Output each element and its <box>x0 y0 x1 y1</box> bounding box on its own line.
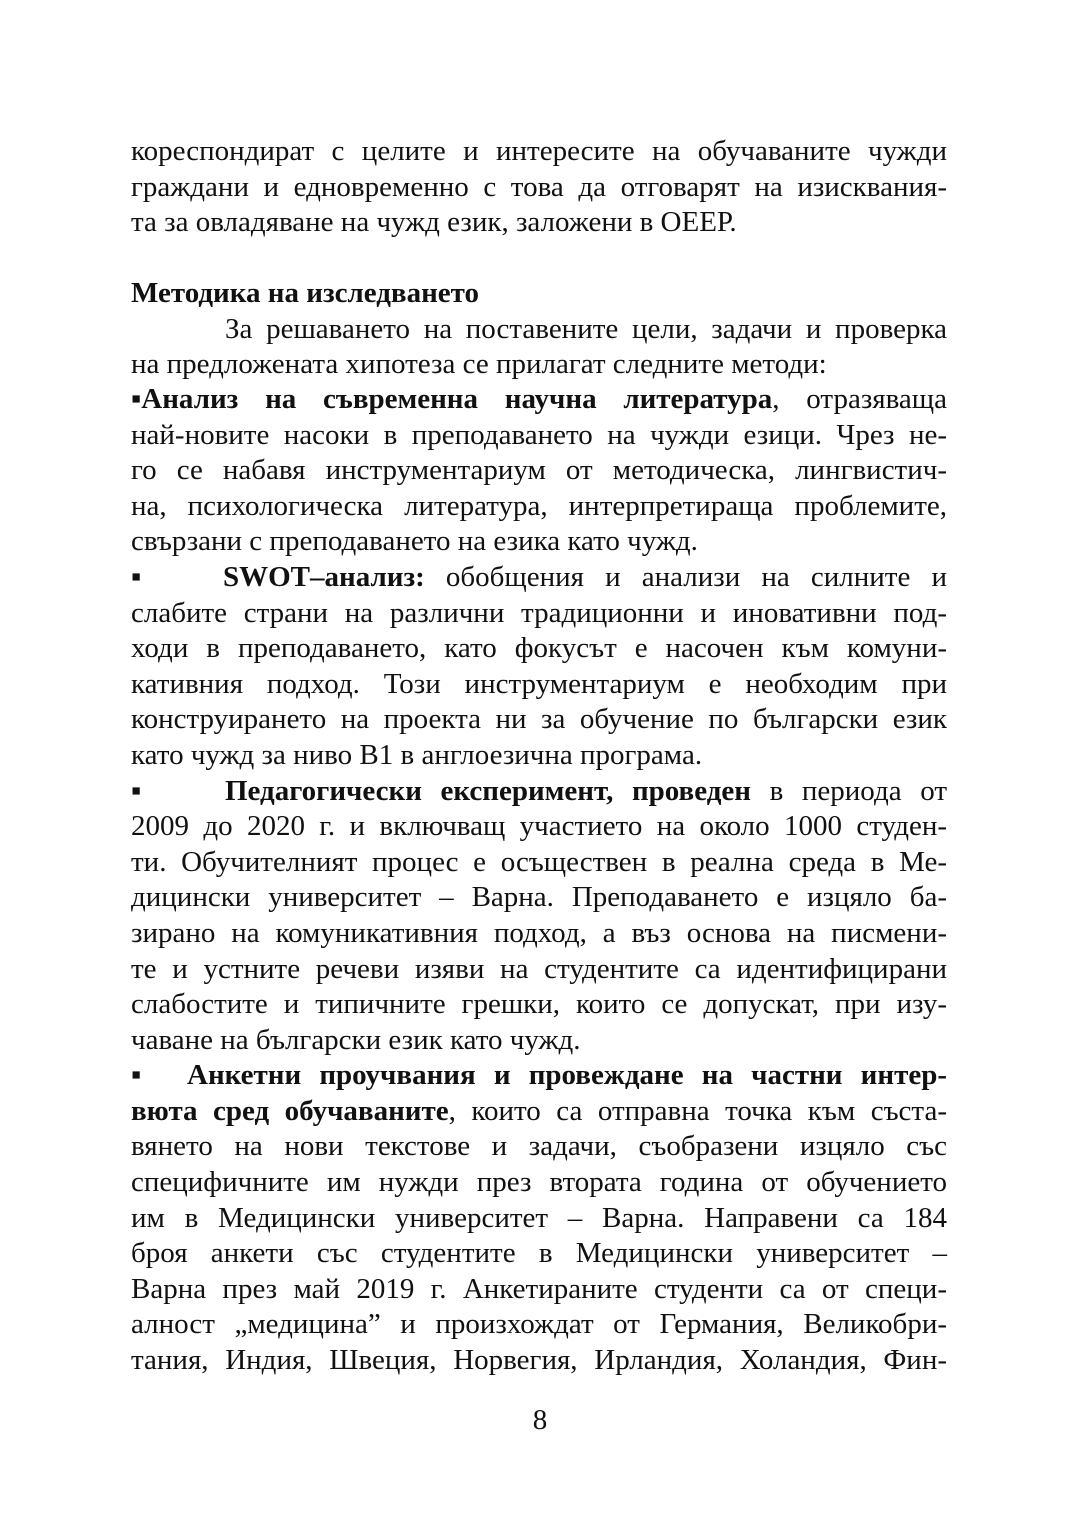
text-line: дицински университет – Варна. Преподаването е изцяло ба- <box>131 881 947 914</box>
text-line: зирано на комуникативния подход, а въз основа на писмени- <box>131 916 947 949</box>
text-line <box>131 382 947 418</box>
method-item-pedagogical-experiment <box>131 774 947 1059</box>
text-line: ходи в преподаването, като фокусът е насочен към комуни- <box>131 632 947 665</box>
method-text: в периода от <box>750 774 948 807</box>
text-line: те и устните речеви изяви на студентите са идентифицирани <box>131 952 947 985</box>
method-item-swot-analysis <box>131 560 947 774</box>
method-title: SWOT–анализ: <box>223 560 425 593</box>
bullet-icon: ▪ <box>131 383 142 415</box>
text-line <box>131 1094 947 1130</box>
text-line: слабите страни на различни традиционни и иновативни под- <box>131 596 947 629</box>
text-line: конструирането на проекта ни за обучение по български език <box>131 703 947 736</box>
text-line: на предложената хипотеза се прилагат следните методи: <box>131 348 827 381</box>
text-line: чаване на български език като чужд. <box>131 1023 581 1056</box>
text-line: на, психологическа литература, интерпретираща проблемите, <box>131 489 947 522</box>
page-number: 8 <box>532 1404 548 1436</box>
method-title: Анализ на съвременна научна литература <box>141 383 773 415</box>
bullet-icon: ▪ <box>131 1059 142 1092</box>
text-line: Варна през май 2019 г. Анкетираните студенти са от специ- <box>131 1272 947 1305</box>
text-line: граждани и едновременно с това да отговарят на изисквания- <box>131 170 947 203</box>
text-line: най-новите насоки в преподаването на чужди езици. Чрез не- <box>131 418 947 451</box>
method-text: , отразяваща <box>772 383 947 415</box>
text-line <box>131 774 947 810</box>
method-item-literature-analysis <box>131 382 947 560</box>
text-line: броя анкети със студентите в Медицински университет – <box>131 1237 947 1270</box>
method-text: , които са отправна точка към съста- <box>448 1094 947 1127</box>
bullet-icon: ▪ <box>131 560 142 593</box>
text-line: специфичните им нужди през втората година от обучението <box>131 1166 947 1199</box>
method-text: обобщения и анализи на силните и <box>424 560 947 593</box>
text-line: ти. Обучителният процес е осъществен в реална среда в Ме- <box>131 845 947 878</box>
text-line: тания, Индия, Швеция, Норвегия, Ирландия, Холандия, Фин- <box>131 1344 947 1377</box>
text-line <box>131 1058 947 1094</box>
text-line: вянето на нови текстове и задачи, съобразени изцяло със <box>131 1130 947 1163</box>
text-line: кативния подход. Този инструментариум е необходим при <box>131 667 947 700</box>
method-title: Педагогически експеримент, проведен <box>225 774 751 807</box>
section-heading: Методика на изследването <box>131 277 480 309</box>
text-line: като чужд за ниво В1 в англоезична програма. <box>131 738 703 771</box>
intro-paragraph <box>131 134 947 241</box>
text-line: го се набавя инструментариум от методическа, лингвистич- <box>131 454 947 487</box>
text-line: кореспондират с целите и интересите на обучаваните чужди <box>131 135 947 167</box>
method-item-surveys-interviews <box>131 1058 947 1378</box>
methods-list <box>131 382 947 1379</box>
text-line: свързани с преподаването на езика като чужд. <box>131 525 698 558</box>
method-title: вюта сред обучаваните <box>131 1094 449 1127</box>
text-line: За решаването на поставените цели, задачи и проверка <box>225 312 947 345</box>
text-line: им в Медицински университет – Варна. Направени са 184 <box>131 1201 947 1234</box>
text-line: алност „медицина” и произхождат от Германия, Великобри- <box>131 1308 947 1341</box>
text-line <box>131 560 947 596</box>
text-line: 2009 до 2020 г. и включващ участието на около 1000 студен- <box>131 810 947 843</box>
bullet-icon: ▪ <box>131 774 142 807</box>
text-line: слабостите и типичните грешки, които се допускат, при изу- <box>131 988 947 1021</box>
method-title: Анкетни проучвания и провеждане на частни интер- <box>187 1059 947 1092</box>
text-line: та за овладяване на чужд език, заложени в ОЕЕР. <box>131 206 737 239</box>
methodology-section <box>131 276 947 383</box>
